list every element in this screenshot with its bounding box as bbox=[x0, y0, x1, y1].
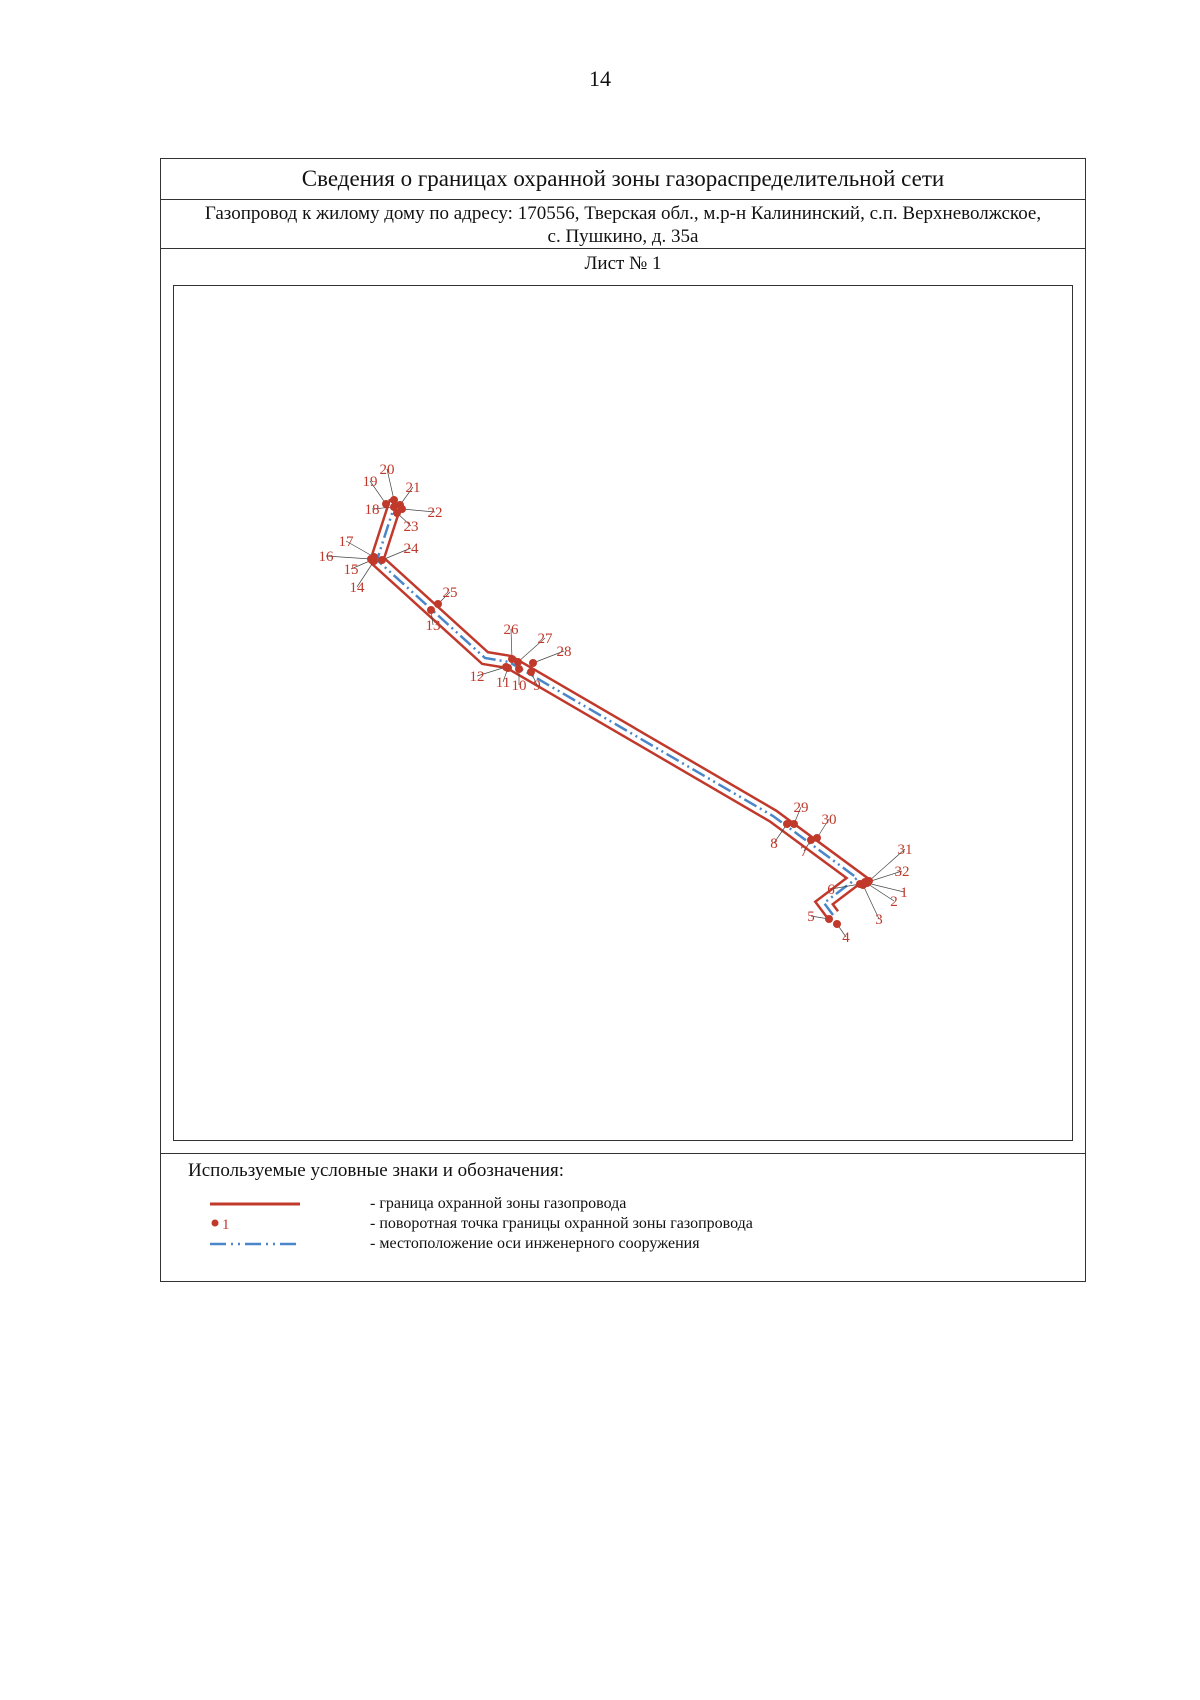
point-label-13: 13 bbox=[425, 618, 441, 634]
point-label-27: 27 bbox=[537, 631, 553, 647]
point-label-29: 29 bbox=[793, 800, 809, 816]
legend-text-boundary: - граница охранной зоны газопровода bbox=[370, 1195, 627, 1212]
turning-point-4 bbox=[833, 920, 841, 928]
legend-point-label: 1 bbox=[222, 1217, 230, 1233]
point-label-10: 10 bbox=[511, 678, 527, 694]
point-label-16: 16 bbox=[318, 549, 334, 565]
point-leader-1 bbox=[867, 883, 904, 892]
point-label-8: 8 bbox=[770, 836, 778, 852]
point-label-20: 20 bbox=[379, 462, 395, 478]
protection-zone-interior bbox=[377, 501, 857, 915]
point-label-25: 25 bbox=[442, 585, 458, 601]
point-label-17: 17 bbox=[338, 534, 354, 550]
legend-heading: Используемые условные знаки и обозначения: bbox=[188, 1160, 565, 1181]
turning-point-19 bbox=[382, 500, 390, 508]
point-label-7: 7 bbox=[800, 844, 808, 860]
pipeline-map bbox=[174, 286, 1071, 1139]
legend-text-axis: - местоположение оси инженерного сооружения bbox=[370, 1235, 700, 1252]
point-label-1: 1 bbox=[900, 885, 908, 901]
point-label-6: 6 bbox=[827, 882, 835, 898]
address-block bbox=[161, 199, 1085, 249]
map-area bbox=[173, 285, 1073, 1141]
turning-point-24 bbox=[378, 556, 386, 564]
turning-point-9 bbox=[527, 668, 535, 676]
protection-zone-boundary bbox=[377, 501, 857, 915]
turning-point-32 bbox=[864, 878, 872, 886]
map-points bbox=[364, 496, 873, 928]
point-label-26: 26 bbox=[503, 622, 519, 638]
point-label-28: 28 bbox=[556, 644, 572, 660]
point-label-12: 12 bbox=[469, 669, 485, 685]
address-line-1: Газопровод к жилому дому по адресу: 170556, Тверская обл., м.р-н Калининский, с.п. Верхневолжское, bbox=[204, 203, 1042, 224]
point-label-4: 4 bbox=[842, 930, 850, 946]
point-label-11: 11 bbox=[495, 675, 511, 691]
legend bbox=[161, 1153, 1085, 1281]
turning-point-29 bbox=[790, 820, 798, 828]
point-label-30: 30 bbox=[821, 812, 837, 828]
point-label-32: 32 bbox=[894, 864, 910, 880]
boundary-line-icon bbox=[200, 1194, 300, 1214]
turning-point-28 bbox=[529, 659, 537, 667]
address-line-2: с. Пушкино, д. 35а bbox=[547, 226, 699, 247]
point-label-3: 3 bbox=[875, 912, 883, 928]
point-label-5: 5 bbox=[807, 909, 815, 925]
point-label-9: 9 bbox=[533, 678, 541, 694]
turning-point-17 bbox=[370, 553, 378, 561]
document-title: Сведения о границах охранной зоны газораспределительной сети bbox=[161, 159, 1085, 200]
document-frame bbox=[160, 158, 1086, 1282]
turning-point-5 bbox=[825, 915, 833, 923]
point-label-22: 22 bbox=[427, 505, 443, 521]
point-label-15: 15 bbox=[343, 562, 359, 578]
turning-point-27 bbox=[514, 658, 522, 666]
page-number: 14 bbox=[589, 66, 611, 91]
map-labels bbox=[319, 462, 913, 946]
turning-point-25 bbox=[434, 600, 442, 608]
point-label-24: 24 bbox=[403, 541, 419, 557]
turning-point-12 bbox=[502, 663, 510, 671]
turning-point-13 bbox=[427, 606, 435, 614]
point-label-18: 18 bbox=[364, 502, 380, 518]
turning-point-6 bbox=[856, 880, 864, 888]
point-label-23: 23 bbox=[403, 519, 419, 535]
legend-text-point: - поворотная точка границы охранной зоны газопровода bbox=[370, 1215, 753, 1232]
map-lines bbox=[326, 469, 905, 937]
engineering-structure-axis bbox=[377, 501, 857, 915]
point-label-19: 19 bbox=[362, 474, 378, 490]
turning-point-icon bbox=[200, 1214, 300, 1234]
sheet-number: Лист № 1 bbox=[584, 253, 662, 274]
turning-point-23 bbox=[393, 509, 401, 517]
turning-point-8 bbox=[783, 820, 791, 828]
point-label-2: 2 bbox=[890, 894, 898, 910]
point-label-21: 21 bbox=[405, 480, 421, 496]
turning-point-30 bbox=[813, 834, 821, 842]
point-label-14: 14 bbox=[349, 580, 365, 596]
point-label-31: 31 bbox=[897, 842, 913, 858]
turning-point-10 bbox=[515, 665, 523, 673]
axis-line-icon bbox=[200, 1234, 300, 1254]
